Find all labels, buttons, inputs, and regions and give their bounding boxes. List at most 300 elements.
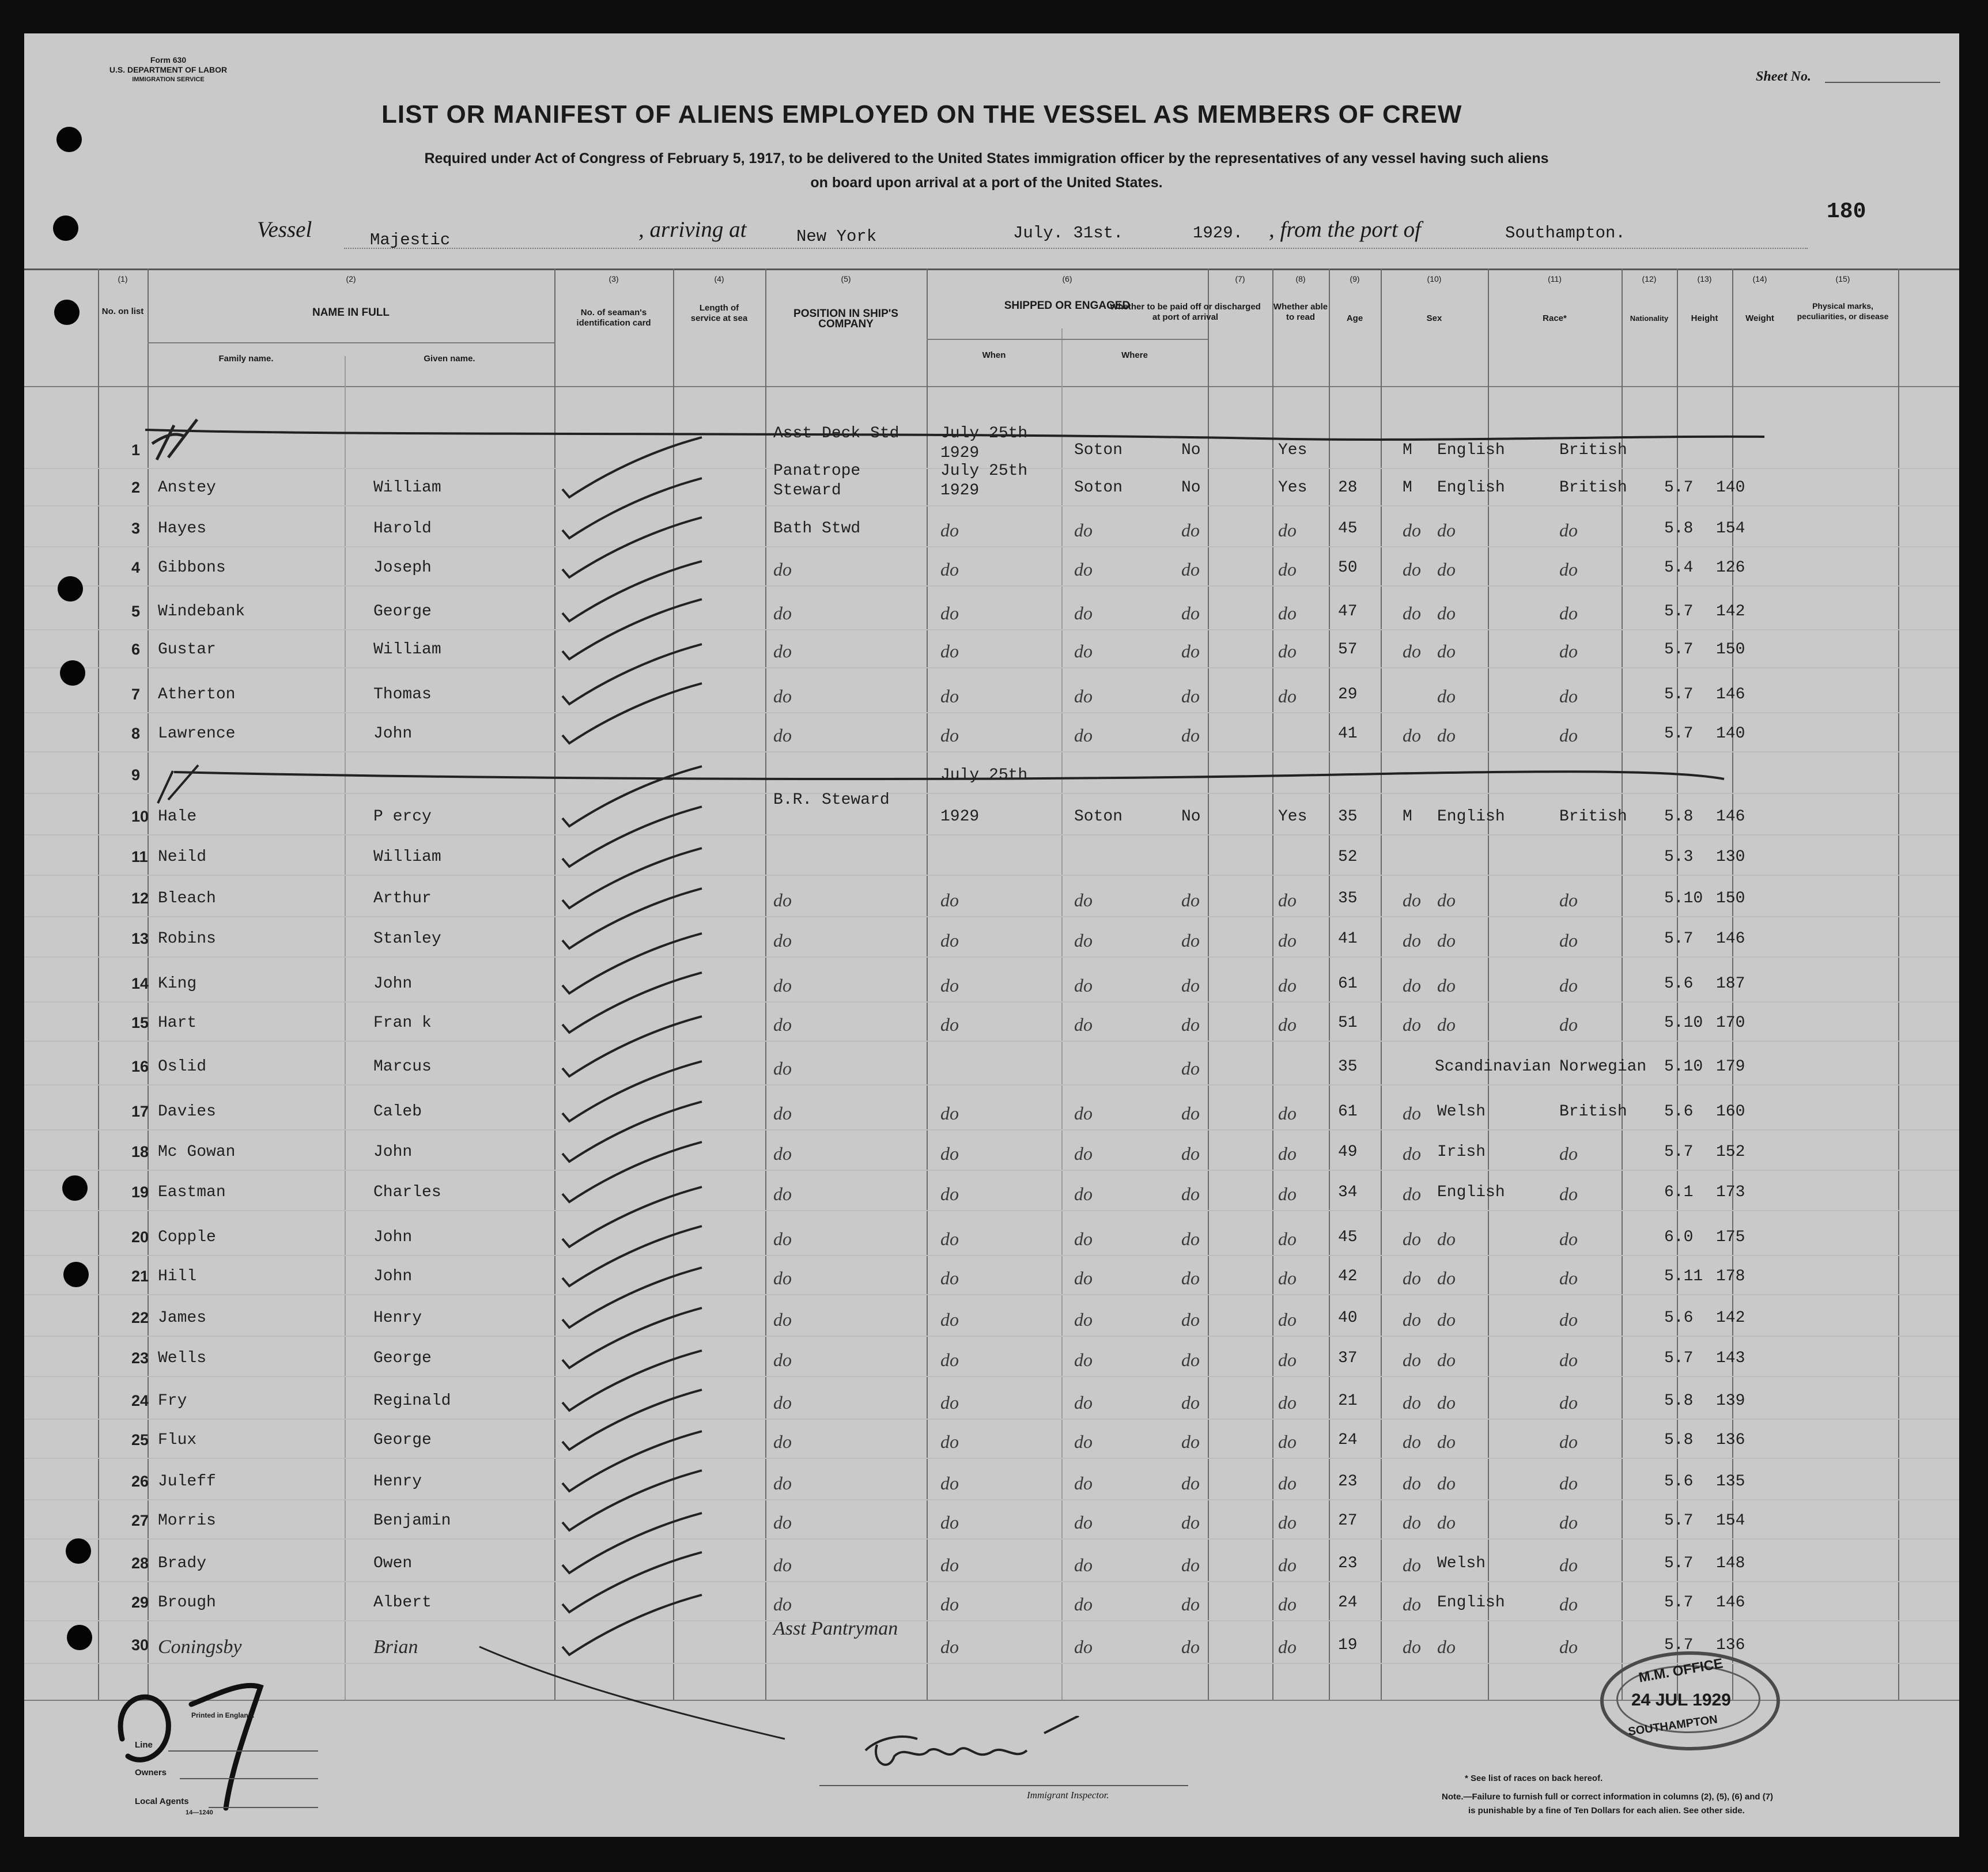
sex: do xyxy=(1403,1392,1421,1413)
position: Asst Deck Std xyxy=(773,425,899,443)
nationality: do xyxy=(1559,1228,1578,1249)
age: 52 xyxy=(1338,848,1358,866)
height: 5.8 xyxy=(1664,808,1694,826)
given-name: William xyxy=(373,479,441,497)
nationality: do xyxy=(1559,1512,1578,1533)
engaged-where: do xyxy=(1074,1228,1093,1249)
nationality: do xyxy=(1559,975,1578,996)
paid-off: do xyxy=(1181,1268,1200,1288)
signature-tail-stroke xyxy=(479,1647,785,1739)
given-name: Thomas xyxy=(373,686,432,704)
able-to-read: do xyxy=(1278,559,1297,580)
able-to-read: do xyxy=(1278,1392,1297,1413)
col-header-weight: Weight xyxy=(1745,313,1774,323)
sex: do xyxy=(1403,1431,1421,1452)
given-name: Harold xyxy=(373,520,432,538)
nationality: British xyxy=(1559,479,1627,497)
position: do xyxy=(773,1103,792,1124)
row-number: 13 xyxy=(131,930,149,947)
nationality: do xyxy=(1559,890,1578,910)
age: 23 xyxy=(1338,1473,1358,1491)
weight: 179 xyxy=(1716,1058,1745,1076)
page-title: LIST OR MANIFEST OF ALIENS EMPLOYED ON THE VESSEL AS MEMBERS OF CREW xyxy=(381,100,1462,128)
position: do xyxy=(773,930,792,951)
weight: 135 xyxy=(1716,1473,1745,1491)
punch-hole xyxy=(56,127,82,152)
engaged-when: do xyxy=(940,1103,959,1124)
nationality: British xyxy=(1559,441,1627,459)
nationality: do xyxy=(1559,641,1578,661)
col-header-paid: Whether to be paid off or discharged at port of arrival xyxy=(1110,302,1261,322)
nationality: do xyxy=(1559,559,1578,580)
weight: 146 xyxy=(1716,808,1745,826)
able-to-read: do xyxy=(1278,603,1297,623)
able-to-read: do xyxy=(1278,1228,1297,1249)
race: do xyxy=(1437,725,1456,746)
row-number: 3 xyxy=(131,520,141,537)
engaged-when: do xyxy=(940,520,959,540)
sex: do xyxy=(1403,1183,1421,1204)
engaged-when: July 25th 1929 xyxy=(940,462,1028,500)
col-header-no: No. on list xyxy=(101,307,144,316)
sex: do xyxy=(1403,1512,1421,1533)
col-header-age: Age xyxy=(1346,313,1363,323)
engaged-when: July 25th 1929 xyxy=(940,425,1028,462)
position: do xyxy=(773,1555,792,1575)
col-header-name: NAME IN FULL xyxy=(312,307,390,319)
height: 5.6 xyxy=(1664,1309,1694,1327)
col-num-11: (11) xyxy=(1548,274,1562,283)
weight: 130 xyxy=(1716,848,1745,866)
engaged-when: July 25th xyxy=(940,766,1028,784)
agents-field xyxy=(209,1807,318,1808)
col-header-sex: Sex xyxy=(1426,313,1442,323)
position: B.R. Steward xyxy=(773,791,890,809)
position: do xyxy=(773,1058,792,1079)
race: English xyxy=(1437,1183,1505,1201)
paid-off: do xyxy=(1181,1392,1200,1413)
height: 5.8 xyxy=(1664,1431,1694,1449)
row-number: 1 xyxy=(131,441,141,459)
row-number: 22 xyxy=(131,1309,149,1326)
engaged-when: do xyxy=(940,1349,959,1370)
height: 6.1 xyxy=(1664,1183,1694,1201)
family-name: Brady xyxy=(158,1555,207,1572)
engaged-when: do xyxy=(940,890,959,910)
col-num-6: (6) xyxy=(1062,274,1072,283)
given-name: John xyxy=(373,975,413,993)
given-name: Henry xyxy=(373,1473,422,1491)
age: 24 xyxy=(1338,1431,1358,1449)
sex: M xyxy=(1403,441,1412,459)
given-name: John xyxy=(373,1268,413,1285)
able-to-read: do xyxy=(1278,1594,1297,1614)
fine-note: Note.—Failure to furnish full or correct information in columns (2), (5), (6) and (7) xyxy=(1442,1792,1774,1802)
able-to-read: do xyxy=(1278,1431,1297,1452)
paid-off: do xyxy=(1181,1636,1200,1657)
age: 24 xyxy=(1338,1594,1358,1612)
row-number: 11 xyxy=(131,848,148,865)
given-name: William xyxy=(373,848,441,866)
nationality: British xyxy=(1559,808,1627,826)
engaged-where: Soton xyxy=(1074,441,1123,459)
height: 6.0 xyxy=(1664,1228,1694,1246)
punch-hole xyxy=(53,215,78,241)
sex: do xyxy=(1403,1143,1421,1164)
engaged-where: do xyxy=(1074,1309,1093,1330)
sex: do xyxy=(1403,1349,1421,1370)
weight: 150 xyxy=(1716,890,1745,907)
paid-off: do xyxy=(1181,520,1200,540)
paid-off: do xyxy=(1181,1014,1200,1035)
family-name: Mc Gowan xyxy=(158,1143,236,1161)
stamp-top-text: M.M. OFFICE xyxy=(1637,1655,1725,1686)
cross-mark-row-1 xyxy=(152,419,197,460)
punch-hole xyxy=(54,300,80,325)
inspector-signature xyxy=(854,1716,1096,1785)
engaged-when: do xyxy=(940,603,959,623)
sex: M xyxy=(1403,479,1412,497)
col-header-service: Length of service at sea xyxy=(690,303,748,323)
from-port: Southampton. xyxy=(1505,224,1626,243)
weight: 136 xyxy=(1716,1431,1745,1449)
height: 5.7 xyxy=(1664,725,1694,743)
col-header-when: When xyxy=(982,350,1006,360)
race: do xyxy=(1437,1636,1456,1657)
nationality: do xyxy=(1559,1183,1578,1204)
position: do xyxy=(773,1014,792,1035)
weight: 140 xyxy=(1716,479,1745,497)
age: 19 xyxy=(1338,1636,1358,1654)
weight: 178 xyxy=(1716,1268,1745,1285)
col-num-5: (5) xyxy=(841,274,851,283)
weight: 146 xyxy=(1716,930,1745,948)
nationality: do xyxy=(1559,686,1578,706)
col-header-read: Whether able to read xyxy=(1273,302,1328,322)
given-name: Owen xyxy=(373,1555,413,1572)
engaged-where: Soton xyxy=(1074,808,1123,826)
engaged-where: do xyxy=(1074,1636,1093,1657)
strikethrough-marks xyxy=(24,33,1959,1837)
line-field xyxy=(168,1750,318,1752)
given-name: Stanley xyxy=(373,930,441,948)
paid-off: do xyxy=(1181,1555,1200,1575)
engaged-when: do xyxy=(940,1512,959,1533)
height: 5.7 xyxy=(1664,1143,1694,1161)
able-to-read: do xyxy=(1278,641,1297,661)
race: English xyxy=(1437,441,1505,459)
able-to-read: do xyxy=(1278,1143,1297,1164)
paid-off: do xyxy=(1181,686,1200,706)
race: do xyxy=(1437,1014,1456,1035)
engaged-where: do xyxy=(1074,686,1093,706)
sex: do xyxy=(1403,1014,1421,1035)
age: 57 xyxy=(1338,641,1358,659)
height: 5.7 xyxy=(1664,686,1694,704)
col-header-engaged: SHIPPED OR ENGAGED xyxy=(1004,300,1131,312)
punch-hole xyxy=(60,660,85,686)
race: do xyxy=(1437,930,1456,951)
col-num-8: (8) xyxy=(1295,274,1306,283)
position: do xyxy=(773,1268,792,1288)
weight: 187 xyxy=(1716,975,1745,993)
engaged-where: do xyxy=(1074,603,1093,623)
paid-off: do xyxy=(1181,1473,1200,1493)
sex: do xyxy=(1403,559,1421,580)
age: 42 xyxy=(1338,1268,1358,1285)
engaged-when: do xyxy=(940,975,959,996)
manifest-sheet xyxy=(24,33,1959,1837)
age: 29 xyxy=(1338,686,1358,704)
height: 5.4 xyxy=(1664,559,1694,577)
sex: do xyxy=(1403,603,1421,623)
engaged-where: do xyxy=(1074,975,1093,996)
race: do xyxy=(1437,1473,1456,1493)
engaged-when: do xyxy=(940,1594,959,1614)
row-number: 25 xyxy=(131,1431,149,1449)
paid-off: do xyxy=(1181,1228,1200,1249)
age: 61 xyxy=(1338,975,1358,993)
paid-off: do xyxy=(1181,1512,1200,1533)
given-name: Reginald xyxy=(373,1392,451,1410)
height: 5.11 xyxy=(1664,1268,1703,1285)
row-number: 30 xyxy=(131,1636,149,1654)
family-name: Neild xyxy=(158,848,207,866)
nationality: do xyxy=(1559,1349,1578,1370)
given-name: John xyxy=(373,725,413,743)
given-name: Henry xyxy=(373,1309,422,1327)
row-number: 26 xyxy=(131,1473,149,1490)
sex: do xyxy=(1403,1103,1421,1124)
col-num-4: (4) xyxy=(714,274,724,283)
page-number: 180 xyxy=(1827,199,1866,224)
able-to-read: do xyxy=(1278,1512,1297,1533)
weight: 154 xyxy=(1716,520,1745,538)
able-to-read: do xyxy=(1278,520,1297,540)
weight: 142 xyxy=(1716,603,1745,621)
sex: M xyxy=(1403,808,1412,826)
family-name: Bleach xyxy=(158,890,216,907)
weight: 139 xyxy=(1716,1392,1745,1410)
weight: 146 xyxy=(1716,686,1745,704)
row-number: 23 xyxy=(131,1349,149,1367)
row-number: 6 xyxy=(131,641,141,658)
height: 5.7 xyxy=(1664,930,1694,948)
row-number: 4 xyxy=(131,559,141,576)
family-name: Copple xyxy=(158,1228,216,1246)
age: 21 xyxy=(1338,1392,1358,1410)
weight: 148 xyxy=(1716,1555,1745,1572)
races-note: * See list of races on back hereof. xyxy=(1465,1773,1603,1783)
family-name: Hayes xyxy=(158,520,207,538)
race: do xyxy=(1437,1392,1456,1413)
nationality: do xyxy=(1559,1309,1578,1330)
row-number: 8 xyxy=(131,725,141,742)
strike-line-row-1 xyxy=(145,430,1764,440)
age: 50 xyxy=(1338,559,1358,577)
sex: do xyxy=(1403,1473,1421,1493)
from-label: , from the port of xyxy=(1269,217,1421,242)
printed-in-label: Printed in England. xyxy=(191,1711,255,1719)
sex: do xyxy=(1403,890,1421,910)
race: do xyxy=(1437,1349,1456,1370)
vessel-label: Vessel xyxy=(257,217,312,242)
race: English xyxy=(1437,808,1505,826)
height: 5.7 xyxy=(1664,1555,1694,1572)
nationality: do xyxy=(1559,930,1578,951)
height: 5.6 xyxy=(1664,1473,1694,1491)
family-name: Atherton xyxy=(158,686,236,704)
row-number: 18 xyxy=(131,1143,149,1160)
race: do xyxy=(1437,1431,1456,1452)
punch-hole xyxy=(63,1262,89,1287)
engaged-when: do xyxy=(940,1309,959,1330)
able-to-read: do xyxy=(1278,1555,1297,1575)
engaged-where: do xyxy=(1074,520,1093,540)
family-name: Windebank xyxy=(158,603,245,621)
race: do xyxy=(1437,641,1456,661)
row-number: 12 xyxy=(131,890,149,907)
age: 45 xyxy=(1338,1228,1358,1246)
able-to-read: do xyxy=(1278,930,1297,951)
nationality: do xyxy=(1559,520,1578,540)
col-num-14: (14) xyxy=(1752,274,1767,283)
vessel-name: Majestic xyxy=(370,230,451,249)
engaged-when: do xyxy=(940,641,959,661)
height: 5.7 xyxy=(1664,641,1694,659)
family-name: King xyxy=(158,975,197,993)
nationality: do xyxy=(1559,1636,1578,1657)
position: do xyxy=(773,559,792,580)
nationality: do xyxy=(1559,1268,1578,1288)
engaged-where: do xyxy=(1074,1143,1093,1164)
punch-hole xyxy=(67,1625,92,1650)
given-name: Arthur xyxy=(373,890,432,907)
family-name: Coningsby xyxy=(158,1636,242,1658)
age: 51 xyxy=(1338,1014,1358,1032)
engaged-when: do xyxy=(940,1473,959,1493)
row-number: 21 xyxy=(131,1268,149,1285)
age: 37 xyxy=(1338,1349,1358,1367)
row-number: 19 xyxy=(131,1183,149,1201)
row-number: 29 xyxy=(131,1594,149,1611)
sheet-no-label: Sheet No. xyxy=(1756,69,1811,84)
col-header-card: No. of seaman's identification card xyxy=(576,308,651,328)
nationality: do xyxy=(1559,1392,1578,1413)
family-name: Hill xyxy=(158,1268,197,1285)
col-header-race: Race* xyxy=(1543,313,1567,323)
given-name: Benjamin xyxy=(373,1512,451,1530)
age: 27 xyxy=(1338,1512,1358,1530)
height: 5.10 xyxy=(1664,890,1703,907)
col-num-12: (12) xyxy=(1642,274,1657,283)
race: do xyxy=(1437,1512,1456,1533)
engaged-when: do xyxy=(940,686,959,706)
col-header-position: POSITION IN SHIP'S COMPANY xyxy=(793,308,898,330)
stamp-bottom-text: SOUTHAMPTON xyxy=(1627,1713,1719,1738)
nationality: do xyxy=(1559,725,1578,746)
age: 35 xyxy=(1338,890,1358,907)
sex: do xyxy=(1403,1555,1421,1575)
nationality: British xyxy=(1559,1103,1627,1121)
age: 23 xyxy=(1338,1555,1358,1572)
able-to-read: do xyxy=(1278,1268,1297,1288)
able-to-read: do xyxy=(1278,686,1297,706)
engaged-where: do xyxy=(1074,641,1093,661)
engaged-where: do xyxy=(1074,1392,1093,1413)
race: do xyxy=(1437,559,1456,580)
given-name: William xyxy=(373,641,441,659)
engaged-when: do xyxy=(940,1014,959,1035)
engaged-when: do xyxy=(940,1143,959,1164)
given-name: Joseph xyxy=(373,559,432,577)
engaged-when: do xyxy=(940,725,959,746)
able-to-read: do xyxy=(1278,975,1297,996)
given-name: Charles xyxy=(373,1183,441,1201)
age: 35 xyxy=(1338,808,1358,826)
department-name: U.S. DEPARTMENT OF LABOR xyxy=(109,65,228,74)
paid-off: do xyxy=(1181,559,1200,580)
given-name: P ercy xyxy=(373,808,432,826)
position: Bath Stwd xyxy=(773,520,861,538)
sex: do xyxy=(1403,1636,1421,1657)
age: 49 xyxy=(1338,1143,1358,1161)
given-name: Caleb xyxy=(373,1103,422,1121)
weight: 160 xyxy=(1716,1103,1745,1121)
nationality: do xyxy=(1559,603,1578,623)
position: do xyxy=(773,725,792,746)
col-header-height: Height xyxy=(1691,313,1718,323)
col-num-13: (13) xyxy=(1697,274,1712,283)
engaged-when: do xyxy=(940,1183,959,1204)
subtitle-line-1: Required under Act of Congress of February 5, 1917, to be delivered to the United States immigration officer by the representatives of any vessel having such aliens xyxy=(424,150,1549,167)
age: 40 xyxy=(1338,1309,1358,1327)
weight: 173 xyxy=(1716,1183,1745,1201)
sex: do xyxy=(1403,975,1421,996)
height: 5.7 xyxy=(1664,603,1694,621)
able-to-read: do xyxy=(1278,1473,1297,1493)
paid-off: do xyxy=(1181,1183,1200,1204)
age: 41 xyxy=(1338,930,1358,948)
race: do xyxy=(1437,686,1456,706)
sex: do xyxy=(1403,930,1421,951)
paid-off: do xyxy=(1181,890,1200,910)
weight: 136 xyxy=(1716,1636,1745,1654)
weight: 126 xyxy=(1716,559,1745,577)
row-number: 24 xyxy=(131,1392,149,1409)
family-name: Gustar xyxy=(158,641,216,659)
arrival-port: New York xyxy=(796,227,877,246)
able-to-read: do xyxy=(1278,1103,1297,1124)
col-header-nationality: Nationality xyxy=(1630,314,1669,323)
paid-off: do xyxy=(1181,1103,1200,1124)
paid-off: do xyxy=(1181,1058,1200,1079)
col-header-family: Family name. xyxy=(218,354,274,364)
sex: do xyxy=(1403,641,1421,661)
owners-label: Owners xyxy=(135,1768,167,1778)
line-label: Line xyxy=(135,1740,153,1750)
form-code: 14—1240 xyxy=(186,1809,213,1816)
race: do xyxy=(1437,1268,1456,1288)
mm-office-stamp xyxy=(1600,1651,1780,1750)
nationality: do xyxy=(1559,1555,1578,1575)
age: 35 xyxy=(1338,1058,1358,1076)
col-num-10: (10) xyxy=(1427,274,1442,283)
col-num-7: (7) xyxy=(1235,274,1245,283)
cross-mark-row-9 xyxy=(158,765,198,803)
sex: do xyxy=(1403,520,1421,540)
paid-off: do xyxy=(1181,1431,1200,1452)
